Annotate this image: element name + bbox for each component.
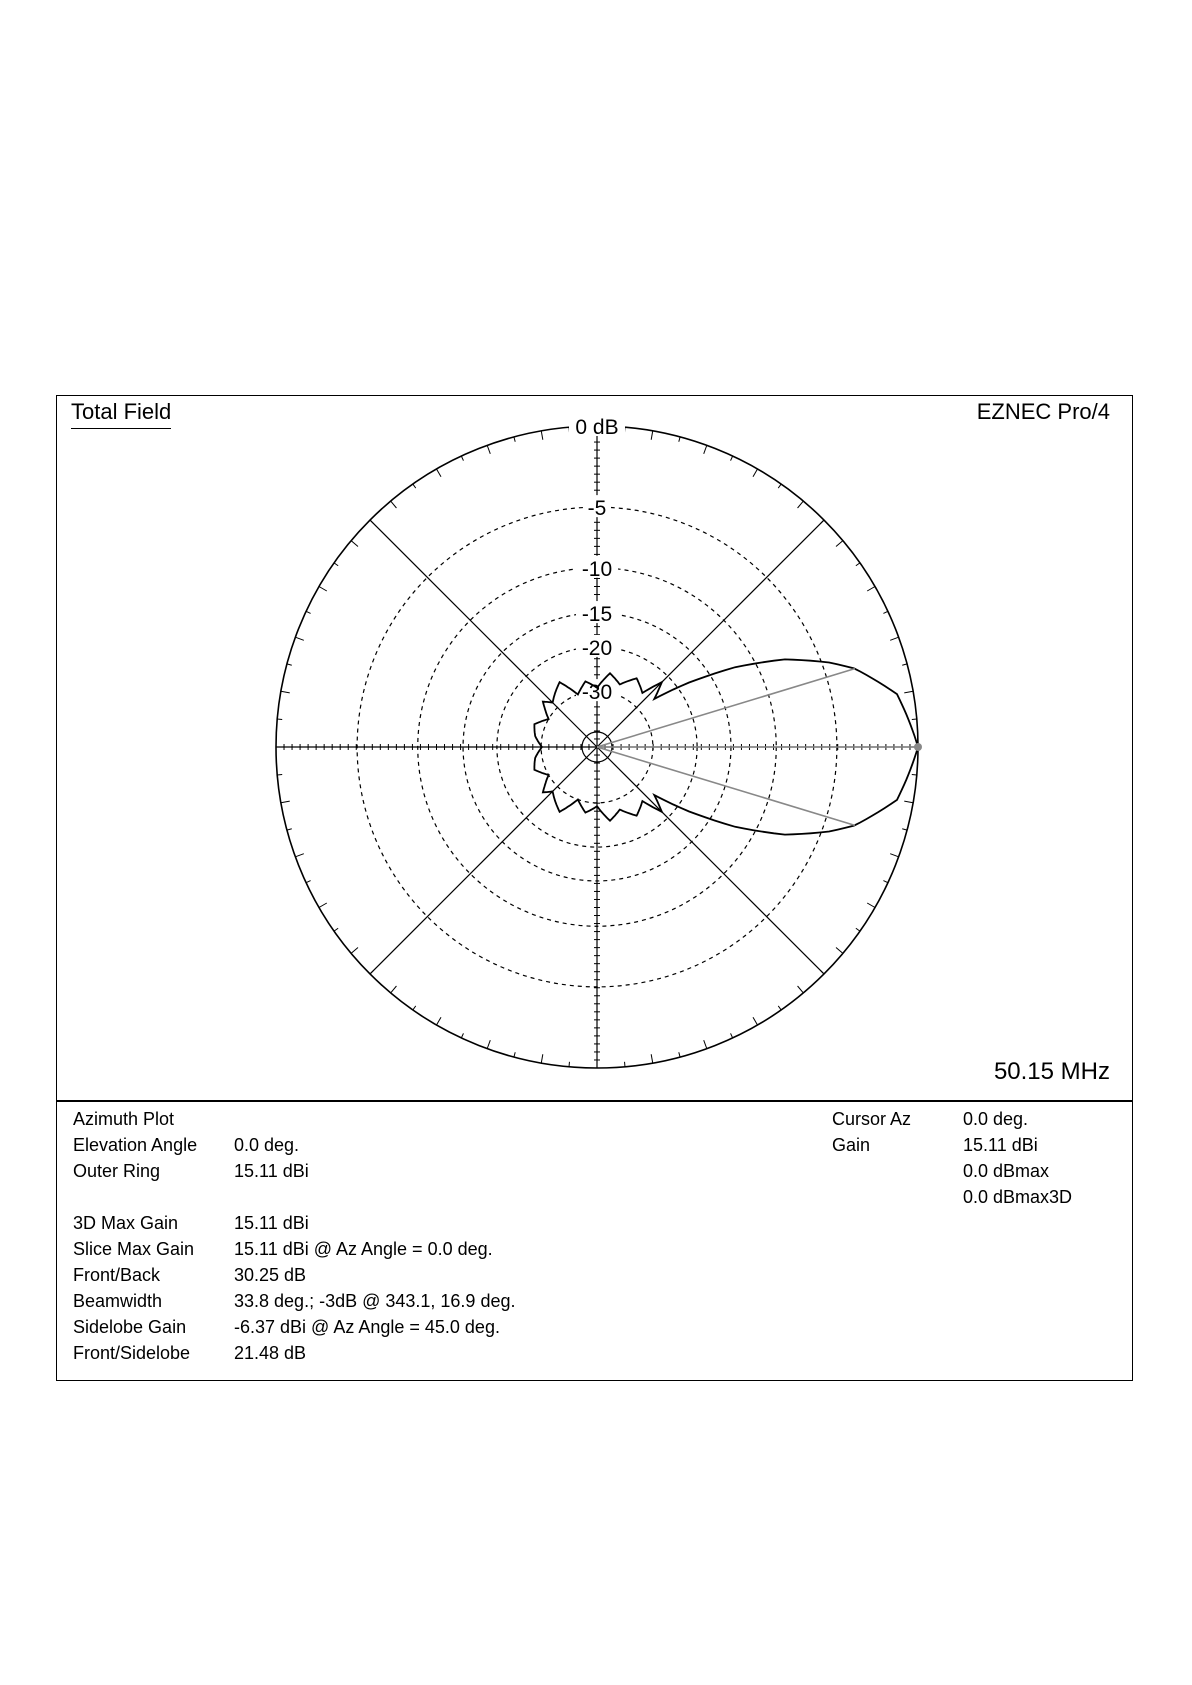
info-label-8: Sidelobe Gain — [73, 1317, 187, 1337]
ring-tick-260 — [541, 1054, 543, 1063]
ring-tick-50 — [798, 501, 804, 508]
info-label-9: Front/Sidelobe — [73, 1343, 191, 1363]
ring-tick-305 — [778, 1006, 781, 1010]
info-value-4: 15.11 dBi — [234, 1213, 309, 1233]
ring-tick-250 — [487, 1040, 490, 1048]
ring-tick-40 — [836, 541, 843, 547]
ring-label-0: 0 dB — [575, 416, 619, 439]
ring-tick-105 — [514, 437, 515, 442]
ring-tick-330 — [867, 903, 875, 908]
brand-label: EZNEC Pro/4 — [976, 399, 1110, 424]
ring-tick-245 — [461, 1033, 463, 1038]
ring-tick-295 — [731, 1033, 733, 1038]
ring-tick-325 — [856, 928, 860, 931]
ring-tick-120 — [437, 469, 442, 477]
ring-tick-310 — [798, 986, 804, 993]
cursor-az-label: Cursor Az — [832, 1109, 912, 1129]
ring-tick-190 — [281, 801, 290, 803]
cursor-az-value: 0.0 deg. — [963, 1109, 1029, 1129]
ring-tick-160 — [295, 637, 303, 640]
ring-tick-315 — [820, 970, 824, 974]
plot-frame — [56, 395, 1133, 1381]
info-value-6: 30.25 dB — [234, 1265, 307, 1285]
ring-tick-130 — [391, 501, 397, 508]
info-value-5: 15.11 dBi @ Az Angle = 0.0 deg. — [234, 1239, 493, 1259]
info-value-8: -6.37 dBi @ Az Angle = 45.0 deg. — [234, 1317, 500, 1337]
ring-tick-345 — [902, 829, 907, 830]
info-value-2: 15.11 dBi — [234, 1161, 309, 1181]
info-label-2: Outer Ring — [73, 1161, 161, 1181]
plot-title: Total Field — [71, 399, 171, 429]
ring-tick-215 — [334, 928, 338, 931]
ring-label-3: -15 — [581, 603, 613, 627]
ring-tick-115 — [461, 456, 463, 461]
ring-tick-225 — [370, 970, 374, 974]
ring-tick-165 — [287, 664, 292, 665]
ring-tick-280 — [651, 1054, 653, 1063]
ring-tick-135 — [370, 520, 374, 524]
cursor-gain-value: 15.11 dBi — [963, 1135, 1038, 1155]
ring-tick-285 — [679, 1052, 680, 1057]
ring-tick-290 — [704, 1040, 707, 1048]
ring-tick-205 — [306, 881, 311, 883]
frequency-label: 50.15 MHz — [993, 1058, 1110, 1085]
ring-label-5: -30 — [581, 681, 613, 705]
ring-tick-255 — [514, 1052, 515, 1057]
ring-tick-25 — [883, 611, 888, 613]
info-value-9: 21.48 dB — [234, 1343, 307, 1363]
ring-tick-240 — [437, 1017, 442, 1025]
ring-tick-10 — [904, 691, 913, 693]
info-value-1: 0.0 deg. — [234, 1135, 300, 1155]
cursor-gain-label: Gain — [832, 1135, 871, 1155]
panel-divider — [57, 1100, 1132, 1102]
ring-tick-65 — [731, 456, 733, 461]
spoke-135 — [370, 520, 597, 747]
ring-tick-170 — [281, 691, 290, 693]
ring-tick-20 — [890, 637, 898, 640]
cursor-dot — [914, 743, 922, 751]
ring-tick-145 — [334, 563, 338, 566]
ring-tick-55 — [778, 484, 781, 488]
ring-label-4: -20 — [581, 636, 613, 660]
ring-tick-70 — [704, 445, 707, 453]
ring-tick-150 — [319, 587, 327, 592]
info-label-7: Beamwidth — [73, 1291, 163, 1311]
ring-tick-100 — [541, 431, 543, 440]
info-label-1: Elevation Angle — [73, 1135, 198, 1155]
ring-tick-210 — [319, 903, 327, 908]
ring-label-1: -5 — [587, 497, 607, 521]
spoke-225 — [370, 747, 597, 974]
ring-tick-35 — [856, 563, 860, 566]
ring-tick-195 — [287, 829, 292, 830]
ring-tick-340 — [890, 854, 898, 857]
ring-tick-140 — [351, 541, 358, 547]
ring-tick-200 — [295, 854, 303, 857]
cursor-dbmax3d-value: 0.0 dBmax3D — [963, 1187, 1073, 1207]
info-label-4: 3D Max Gain — [73, 1213, 179, 1233]
info-label-0: Azimuth Plot — [73, 1109, 175, 1129]
ring-tick-75 — [679, 437, 680, 442]
ring-tick-30 — [867, 587, 875, 592]
ring-tick-155 — [306, 611, 311, 613]
ring-tick-15 — [902, 664, 907, 665]
info-value-7: 33.8 deg.; -3dB @ 343.1, 16.9 deg. — [234, 1291, 516, 1311]
polar-plot — [57, 396, 1132, 1096]
ring-label-2: -10 — [581, 557, 613, 581]
ring-tick-60 — [753, 469, 758, 477]
ring-tick-350 — [904, 801, 913, 803]
ring-tick-220 — [351, 948, 358, 954]
ring-tick-110 — [487, 445, 490, 453]
ring-tick-235 — [413, 1006, 416, 1010]
cursor-dbmax-value: 0.0 dBmax — [963, 1161, 1050, 1181]
info-label-5: Slice Max Gain — [73, 1239, 195, 1259]
ring-tick-335 — [883, 881, 888, 883]
ring-tick-80 — [651, 431, 653, 440]
ring-tick-300 — [753, 1017, 758, 1025]
ring-tick-45 — [820, 520, 824, 524]
ring-tick-125 — [413, 484, 416, 488]
info-label-6: Front/Back — [73, 1265, 161, 1285]
ring-tick-320 — [836, 948, 843, 954]
ring-tick-230 — [391, 986, 397, 993]
